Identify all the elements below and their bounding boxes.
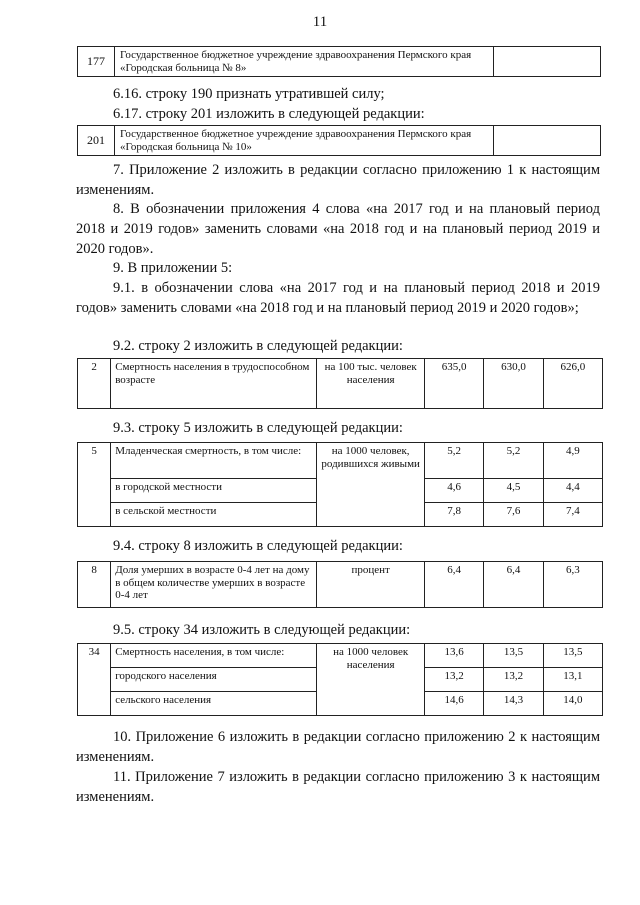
paragraph-9-2: 9.2. строку 2 изложить в следующей редакции: bbox=[113, 338, 403, 354]
indicator-name: Доля умерших в возрасте 0-4 лет на дому в общем количестве умерших в возрасте 0-4 лет bbox=[111, 562, 317, 608]
paragraph-9-1: 9.1. в обозначении слова «на 2017 год и на плановый период 2018 и 2019 годов» заменить словами «на 2018 год и на плановый период 2019 и 2020 годов»; bbox=[76, 280, 600, 316]
unit: на 1000 человек населения bbox=[317, 644, 425, 716]
paragraph-9-3: 9.3. строку 5 изложить в следующей редакции: bbox=[113, 420, 403, 436]
paragraph-6-16: 6.16. строку 190 признать утратившей силу; bbox=[113, 86, 385, 102]
value-3: 4,9 bbox=[543, 443, 602, 479]
value-3: 13,1 bbox=[543, 668, 602, 692]
institution-name: Государственное бюджетное учреждение здравоохранения Пермского края «Городская больница № 8» bbox=[114, 47, 494, 77]
table-row-34 bbox=[77, 643, 603, 716]
indicator-name: Младенческая смертность, в том числе: bbox=[111, 443, 317, 479]
paragraph-11: 11. Приложение 7 изложить в редакции согласно приложению 3 к настоящим изменениям. bbox=[76, 769, 600, 805]
value-2: 6,4 bbox=[484, 562, 543, 608]
value-2: 13,5 bbox=[484, 644, 543, 668]
table-row-177 bbox=[77, 46, 601, 77]
empty-cell bbox=[494, 126, 601, 156]
unit: процент bbox=[317, 562, 425, 608]
empty-cell bbox=[494, 47, 601, 77]
sub-indicator: городского населения bbox=[111, 668, 317, 692]
row-number: 8 bbox=[78, 562, 111, 608]
paragraph-7: 7. Приложение 2 изложить в редакции согласно приложению 1 к настоящим изменениям. bbox=[76, 162, 600, 198]
value-1: 5,2 bbox=[424, 443, 483, 479]
value-1: 13,6 bbox=[424, 644, 483, 668]
row-number: 201 bbox=[78, 126, 115, 156]
page-number: 11 bbox=[312, 14, 328, 30]
indicator-name: Смертность населения в трудоспособном возрасте bbox=[111, 359, 317, 409]
value-2: 5,2 bbox=[484, 443, 543, 479]
value-1: 7,8 bbox=[424, 503, 483, 527]
sub-indicator: в сельской местности bbox=[111, 503, 317, 527]
value-1: 6,4 bbox=[424, 562, 483, 608]
value-3: 4,4 bbox=[543, 479, 602, 503]
value-3: 7,4 bbox=[543, 503, 602, 527]
unit: на 1000 человек, родившихся живыми bbox=[317, 443, 425, 527]
table-row-5 bbox=[77, 442, 603, 527]
paragraph-9: 9. В приложении 5: bbox=[113, 260, 233, 276]
row-number: 5 bbox=[78, 443, 111, 527]
row-number: 177 bbox=[78, 47, 115, 77]
value-2: 4,5 bbox=[484, 479, 543, 503]
value-3: 14,0 bbox=[543, 692, 602, 716]
value-2: 7,6 bbox=[484, 503, 543, 527]
value-3: 626,0 bbox=[543, 359, 602, 409]
paragraph-9-4: 9.4. строку 8 изложить в следующей редакции: bbox=[113, 538, 403, 554]
value-3: 6,3 bbox=[543, 562, 602, 608]
institution-name: Государственное бюджетное учреждение здравоохранения Пермского края «Городская больница № 10» bbox=[114, 126, 494, 156]
value-1: 13,2 bbox=[424, 668, 483, 692]
value-2: 630,0 bbox=[484, 359, 543, 409]
table-row-8 bbox=[77, 561, 603, 608]
paragraph-6-17: 6.17. строку 201 изложить в следующей редакции: bbox=[113, 106, 425, 122]
table-row-2 bbox=[77, 358, 603, 409]
value-1: 635,0 bbox=[424, 359, 483, 409]
unit: на 100 тыс. человек населения bbox=[317, 359, 425, 409]
value-1: 14,6 bbox=[424, 692, 483, 716]
indicator-name: Смертность населения, в том числе: bbox=[111, 644, 317, 668]
value-2: 13,2 bbox=[484, 668, 543, 692]
table-row-201 bbox=[77, 125, 601, 156]
sub-indicator: сельского населения bbox=[111, 692, 317, 716]
paragraph-9-5: 9.5. строку 34 изложить в следующей редакции: bbox=[113, 622, 411, 638]
paragraph-8: 8. В обозначении приложения 4 слова «на 2017 год и на плановый период 2018 и 2019 годов» заменить словами «на 2018 год и на плановый период 2019 и 2020 годов». bbox=[76, 201, 600, 257]
value-1: 4,6 bbox=[424, 479, 483, 503]
row-number: 34 bbox=[78, 644, 111, 716]
paragraph-10: 10. Приложение 6 изложить в редакции согласно приложению 2 к настоящим изменениям. bbox=[76, 729, 600, 765]
value-3: 13,5 bbox=[543, 644, 602, 668]
row-number: 2 bbox=[78, 359, 111, 409]
sub-indicator: в городской местности bbox=[111, 479, 317, 503]
value-2: 14,3 bbox=[484, 692, 543, 716]
